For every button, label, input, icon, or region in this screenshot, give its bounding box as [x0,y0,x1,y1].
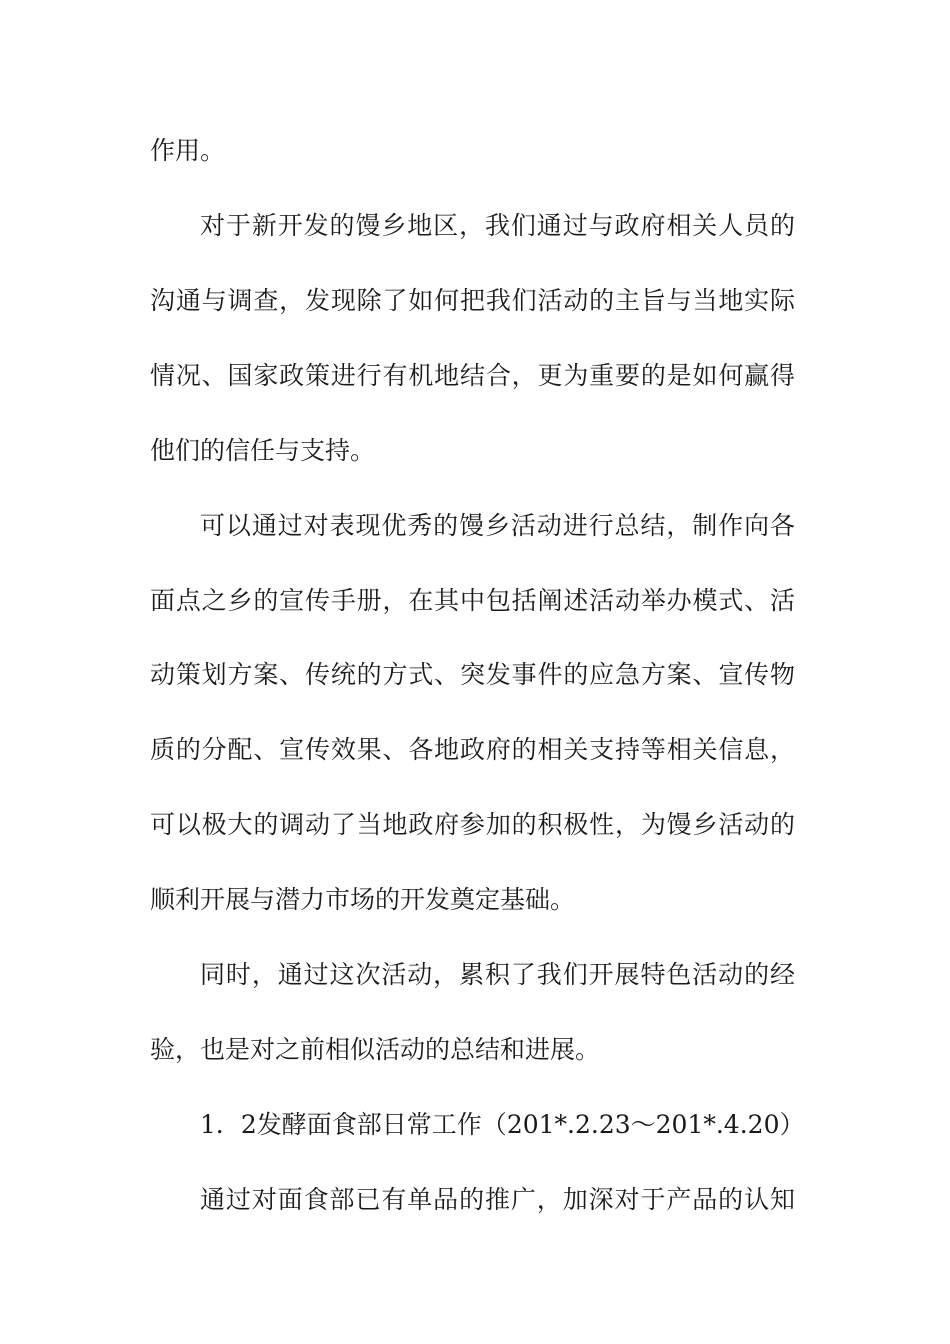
text-line-5: 他们的信任与支持。 [150,436,376,465]
text-line-15: 通过对面食部已有单品的推广，加深对于产品的认知 [200,1185,795,1214]
text-line-10: 可以极大的调动了当地政府参加的积极性，为馒乡活动的 [150,810,795,839]
text-line-9: 质的分配、宣传效果、各地政府的相关支持等相关信息， [150,735,795,764]
text-line-8: 动策划方案、传统的方式、突发事件的应急方案、宣传物 [150,660,795,689]
text-line-3: 沟通与调查，发现除了如何把我们活动的主旨与当地实际 [150,286,795,315]
text-line-7: 面点之乡的宣传手册，在其中包括阐述活动举办模式、活 [150,586,795,615]
text-line-11: 顺利开展与潜力市场的开发奠定基础。 [150,885,576,914]
section-heading: 1．2发酵面食部日常工作（201*.2.23～201*.4.20） [200,1110,805,1139]
text-line-13: 验，也是对之前相似活动的总结和进展。 [150,1035,601,1064]
text-line-4: 情况、国家政策进行有机地结合，更为重要的是如何赢得 [150,361,795,390]
text-line-6: 可以通过对表现优秀的馒乡活动进行总结，制作向各 [200,511,795,540]
text-line-1: 作用。 [150,136,226,165]
text-line-2: 对于新开发的馒乡地区，我们通过与政府相关人员的 [200,211,795,240]
text-line-12: 同时，通过这次活动，累积了我们开展特色活动的经 [200,960,795,989]
